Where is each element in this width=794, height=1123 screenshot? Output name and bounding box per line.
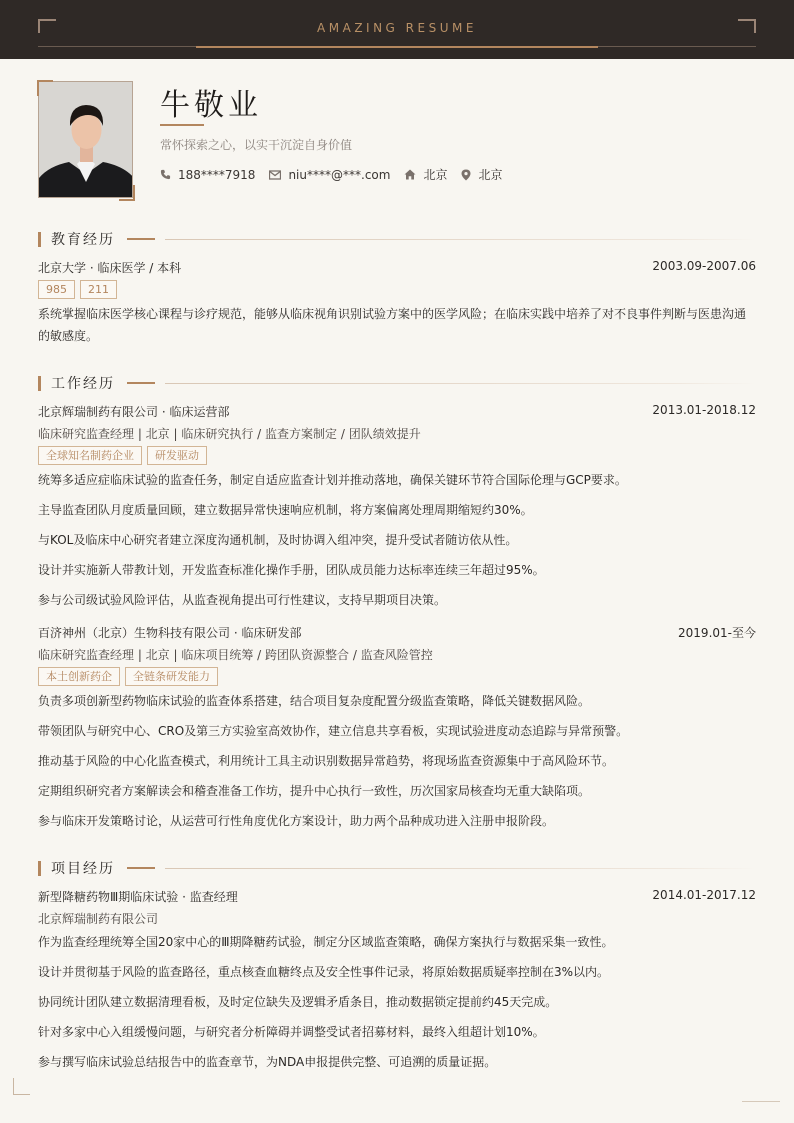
tag: 全链条研发能力 <box>125 667 218 686</box>
section-title-education <box>38 230 756 248</box>
tag: 全球知名制药企业 <box>38 446 142 465</box>
project-company: 北京辉瑞制药有限公司 <box>38 912 159 926</box>
section-title-projects <box>38 859 756 877</box>
contact-email-text: niu****@***.com <box>288 167 391 182</box>
section-title-text: 工作经历 <box>51 376 115 392</box>
work-tags <box>38 446 212 465</box>
project-date: 2014.01-2017.12 <box>652 888 756 902</box>
work-bullet: 定期组织研究者方案解读会和稽查准备工作坊，提升中心执行一致性，历次国家局核查均无重大缺陷项。 <box>38 784 591 798</box>
project-entry-header <box>38 888 756 905</box>
location-pin-icon <box>461 169 471 181</box>
motto: 常怀探索之心，以实干沉淀自身价值 <box>160 138 353 152</box>
contact-home-text: 北京 <box>423 168 448 182</box>
work-bullet: 推动基于风险的中心化监查模式，利用统计工具主动识别数据异常趋势，将现场监查资源集中于高风险环节。 <box>38 754 615 768</box>
project-bullet: 作为监查经理统筹全国20家中心的Ⅲ期降糖药试验，制定分区域监查策略，确保方案执行与数据采集一致性。 <box>38 935 614 949</box>
photo-frame-accent <box>119 185 135 201</box>
contact-location-text: 北京 <box>478 168 503 182</box>
photo-frame-accent <box>37 80 53 96</box>
work-org: 百济神州（北京）生物科技有限公司 · 临床研发部 <box>38 626 302 640</box>
footer-rule <box>742 1101 780 1102</box>
corner-ornament <box>13 1078 30 1095</box>
work-bullet: 带领团队与研究中心、CRO及第三方实验室高效协作，建立信息共享看板，实现试验进度动态追踪与异常预警。 <box>38 724 629 738</box>
section-title-work <box>38 374 756 392</box>
work-tags <box>38 667 223 686</box>
name-underline <box>160 124 204 126</box>
top-banner <box>0 0 794 59</box>
mail-icon <box>269 170 281 180</box>
project-bullet: 协同统计团队建立数据清理看板，及时定位缺失及逻辑矛盾条目，推动数据锁定提前约45天完成。 <box>38 995 558 1009</box>
work-org: 北京辉瑞制药有限公司 · 临床运营部 <box>38 405 230 419</box>
contact-phone <box>160 168 255 182</box>
banner-brand: AMAZING RESUME <box>317 21 477 35</box>
work-entry-header <box>38 403 756 420</box>
candidate-name: 牛敬业 <box>160 88 262 123</box>
contact-home <box>404 166 447 183</box>
contact-location <box>461 166 502 183</box>
education-org: 北京大学 · 临床医学 / 本科 <box>38 261 182 275</box>
work-bullet: 设计并实施新人带教计划，开发监查标准化操作手册，团队成员能力达标率连续三年超过95%。 <box>38 563 545 577</box>
education-tags <box>38 280 122 299</box>
contact-phone-text: 188****7918 <box>178 167 256 182</box>
tag: 985 <box>38 280 75 299</box>
tag: 研发驱动 <box>147 446 207 465</box>
education-description: 系统掌握临床医学核心课程与诊疗规范，能够从临床视角识别试验方案中的医学风险；在临床实践中培养了对不良事件判断与医患沟通的敏感度。 <box>38 307 747 343</box>
work-bullet: 参与临床开发策略讨论，从运营可行性角度优化方案设计，助力两个品种成功进入注册申报阶段。 <box>38 814 555 828</box>
project-bullet: 针对多家中心入组缓慢问题，与研究者分析障碍并调整受试者招募材料，最终入组超计划10%。 <box>38 1025 545 1039</box>
work-bullet: 与KOL及临床中心研究者建立深度沟通机制，及时协调入组冲突，提升受试者随访依从性。 <box>38 533 518 547</box>
work-role: 临床研究监查经理 | 北京 | 临床研究执行 / 监查方案制定 / 团队绩效提升 <box>38 427 421 441</box>
work-bullet: 主导监查团队月度质量回顾，建立数据异常快速响应机制，将方案偏离处理周期缩短约30%。 <box>38 503 533 517</box>
section-title-text: 项目经历 <box>51 861 115 877</box>
work-role: 临床研究监查经理 | 北京 | 临床项目统筹 / 跨团队资源整合 / 监查风险管控 <box>38 648 433 662</box>
tag: 本土创新药企 <box>38 667 120 686</box>
tag: 211 <box>80 280 117 299</box>
phone-icon <box>160 169 171 180</box>
project-bullet: 参与撰写临床试验总结报告中的监查章节，为NDA申报提供完整、可追溯的质量证据。 <box>38 1055 497 1069</box>
avatar <box>38 81 133 198</box>
home-icon <box>404 169 416 180</box>
project-name: 新型降糖药物Ⅲ期临床试验 · 监查经理 <box>38 890 238 904</box>
work-bullet: 负责多项创新型药物临床试验的监查体系搭建，结合项目复杂度配置分级监查策略，降低关键数据风险。 <box>38 694 591 708</box>
contact-list <box>160 166 516 183</box>
education-entry-header <box>38 259 756 276</box>
education-date: 2003.09-2007.06 <box>652 259 756 273</box>
section-title-text: 教育经历 <box>51 232 115 248</box>
work-date: 2019.01-至今 <box>678 626 756 640</box>
work-bullet: 统筹多适应症临床试验的监查任务，制定自适应监查计划并推动落地，确保关键环节符合国际伦理与GCP要求。 <box>38 473 627 487</box>
contact-email <box>269 168 390 182</box>
banner-accent-line <box>196 46 598 48</box>
work-bullet: 参与公司级试验风险评估，从监查视角提出可行性建议，支持早期项目决策。 <box>38 593 447 607</box>
work-entry-header <box>38 624 756 641</box>
work-date: 2013.01-2018.12 <box>652 403 756 417</box>
project-bullet: 设计并贯彻基于风险的监查路径，重点核查血糖终点及安全性事件记录，将原始数据质疑率控制在3%以内。 <box>38 965 610 979</box>
